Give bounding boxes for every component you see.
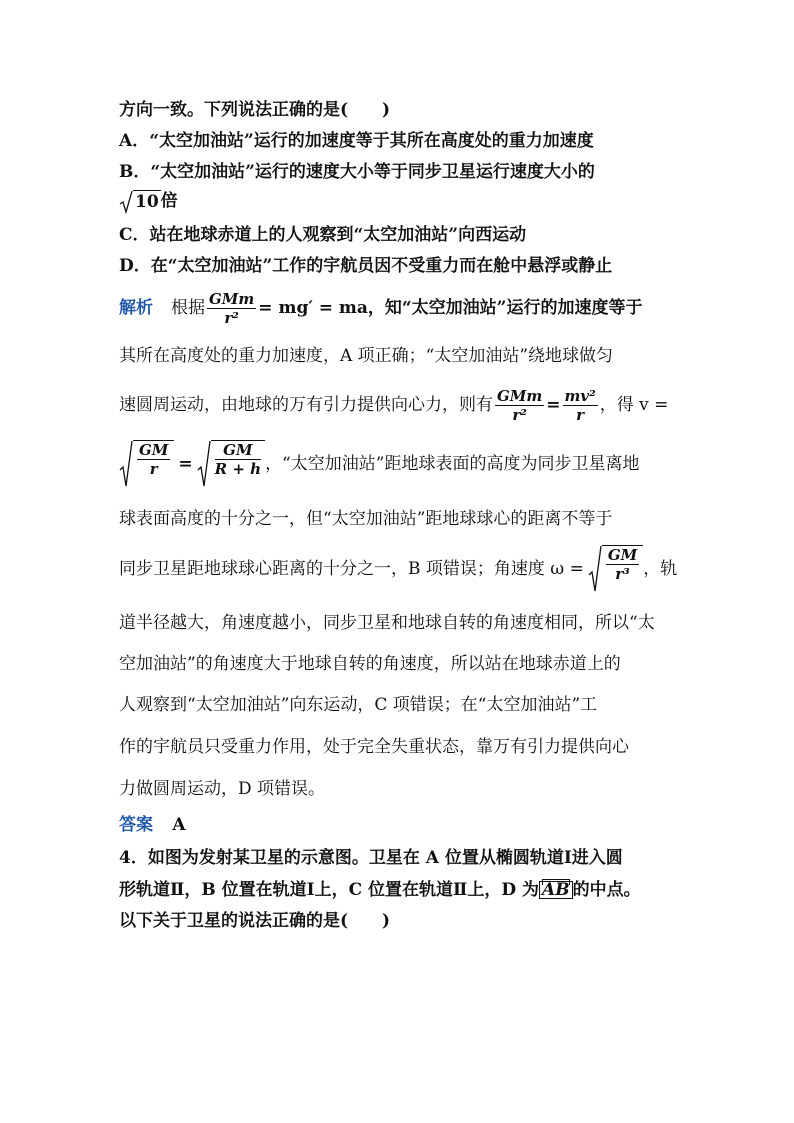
analysis-l3-a: 速圆周运动，由地球的万有引力提供向心力，则有 bbox=[119, 395, 493, 415]
analysis-label: 解析 bbox=[119, 298, 153, 318]
arc-label: AB bbox=[542, 880, 570, 900]
analysis-line8: 空加油站”的角速度大于地球自转的角速度，所以站在地球赤道上的 bbox=[119, 654, 621, 674]
answer-label: 答案 bbox=[119, 815, 153, 835]
equals-sign: = bbox=[546, 395, 561, 415]
q3-stem-tail: 方向一致。下列说法正确的是( ) bbox=[119, 100, 391, 120]
sqrt3-denominator: r³ bbox=[615, 565, 630, 583]
analysis-line10: 作的宇航员只受重力作用，处于完全失重状态，靠万有引力提供向心 bbox=[119, 737, 629, 757]
analysis-l3-b: ，得 v = bbox=[599, 395, 669, 415]
fraction-mv2-r: $\frac{\text{mv²}}{r}$ bbox=[564, 386, 596, 424]
q4-line1: 4．如图为发射某卫星的示意图。卫星在 A 位置从椭圆轨道Ⅰ进入圆 bbox=[119, 848, 623, 868]
sqrt1-numerator: GM bbox=[139, 441, 169, 459]
q3-option-b-line1: B．“太空加油站”运行的速度大小等于同步卫星运行速度大小的 bbox=[119, 162, 595, 182]
analysis-line5: 球表面高度的十分之一，但“太空加油站”距地球球心的距离不等于 bbox=[119, 509, 613, 529]
q3-option-d: D．在“太空加油站”工作的宇航员因不受重力而在舱中悬浮或静止 bbox=[119, 256, 613, 276]
q4-l2-a: 形轨道Ⅱ，B 位置在轨道Ⅰ上，C 位置在轨道Ⅱ上，D 为 bbox=[119, 880, 540, 900]
analysis-line2: 其所在高度处的重力加速度，A 项正确；“太空加油站”绕地球做匀 bbox=[119, 346, 614, 366]
sqrt-gm-r bbox=[119, 440, 174, 488]
q3-option-b-line2 bbox=[119, 190, 679, 213]
radical-sign-icon bbox=[197, 440, 211, 488]
analysis-l4-tail: ，“太空加油站”距地球表面的高度为同步卫星离地 bbox=[265, 454, 640, 474]
analysis-line7: 道半径越大，角速度越小，同步卫星和地球自转的角速度相同，所以“太 bbox=[119, 613, 655, 633]
q4-line2 bbox=[119, 879, 679, 901]
q3-option-a: A．“太空加油站”运行的加速度等于其所在高度处的重力加速度 bbox=[119, 131, 594, 151]
times-text: 倍 bbox=[160, 191, 178, 211]
q3-option-c: C．站在地球赤道上的人观察到“太空加油站”向西运动 bbox=[119, 225, 527, 245]
analysis-line6 bbox=[119, 543, 679, 595]
analysis-l1-a: 根据 bbox=[171, 298, 205, 318]
radicand: 10 bbox=[135, 192, 159, 212]
analysis-line3 bbox=[119, 383, 679, 427]
analysis-line11: 力做圆周运动，D 项错误。 bbox=[119, 779, 326, 799]
sqrt2-numerator: GM bbox=[215, 441, 261, 460]
q4-line3: 以下关于卫星的说法正确的是( ) bbox=[119, 911, 391, 931]
answer-line bbox=[119, 814, 679, 836]
analysis-line1 bbox=[119, 288, 679, 328]
q4-l2-b: 的中点。 bbox=[572, 880, 641, 900]
analysis-line9: 人观察到“太空加油站”向东运动，C 项错误；在“太空加油站”工 bbox=[119, 695, 598, 715]
analysis-l6-b: ，轨 bbox=[643, 559, 678, 579]
analysis-l1-b: = mg′ = ma，知“太空加油站”运行的加速度等于 bbox=[258, 298, 643, 318]
sqrt3-numerator: GM bbox=[607, 546, 638, 564]
radical-sign-icon bbox=[119, 440, 133, 488]
answer-value: A bbox=[172, 815, 186, 835]
arc-ab bbox=[539, 881, 573, 899]
fraction-gmm-r2-b: $\frac{\text{GMm}}{\text{r²}}$ bbox=[497, 386, 543, 424]
sqrt1-denominator: r bbox=[149, 460, 158, 478]
radical-sign-icon bbox=[119, 190, 133, 214]
equals-sign: = bbox=[178, 454, 193, 474]
analysis-line4 bbox=[119, 438, 679, 490]
sqrt-10 bbox=[119, 190, 161, 213]
sqrt-gm-r-plus-h bbox=[197, 440, 265, 488]
radical-sign-icon bbox=[588, 545, 602, 593]
fraction-gmm-r2: $\frac{\text{GMm}}{\text{r²}}$ bbox=[209, 289, 255, 327]
sqrt-gm-r3 bbox=[588, 545, 643, 593]
sqrt2-denominator: R + h bbox=[214, 460, 262, 478]
analysis-l6-a: 同步卫星距地球球心距离的十分之一，B 项错误；角速度 ω = bbox=[119, 559, 584, 579]
